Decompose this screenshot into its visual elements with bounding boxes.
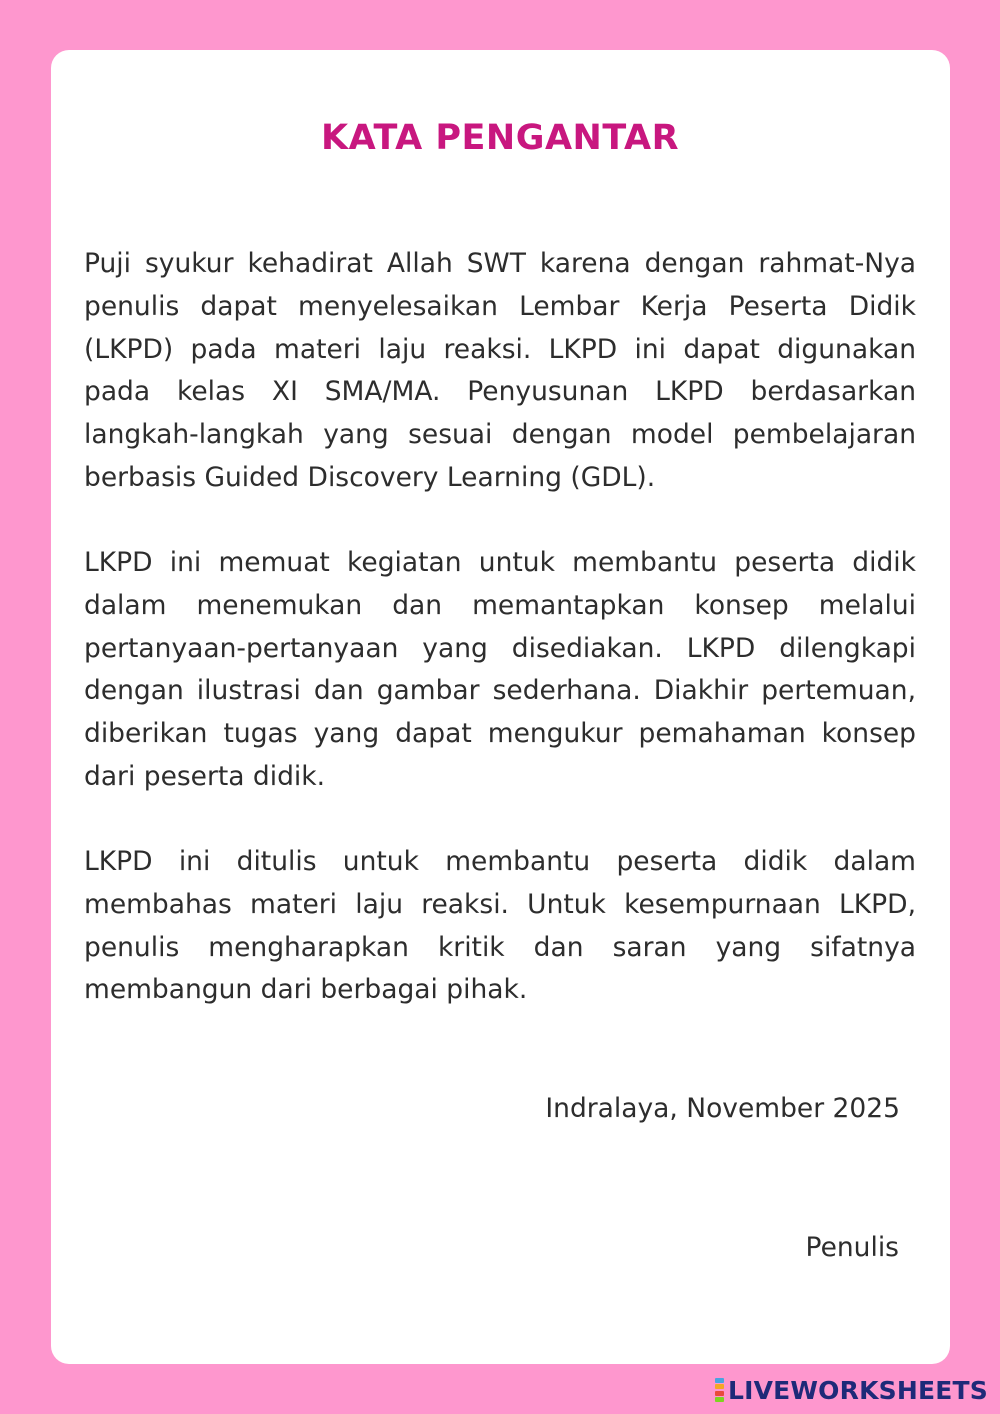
brand-watermark <box>715 1374 988 1406</box>
logo-bar <box>715 1391 724 1396</box>
intro-paragraph-3: LKPD ini ditulis untuk membantu peserta didik dalam membahas materi laju reaksi. Untuk kesempurnaan LKPD, penulis mengharapkan kritik dan saran yang sifatnya membangun dari berbagai pihak. <box>84 846 916 1006</box>
intro-paragraph-1: Puji syukur kehadirat Allah SWT karena dengan rahmat-Nya penulis dapat menyelesaikan Lembar Kerja Peserta Didik (LKPD) pada materi laju reaksi. LKPD ini dapat digunakan pada kelas XI SMA/MA. Penyusunan LKPD berdasarkan langkah-langkah yang sesuai dengan model pembelajaran berbasis Guided Discovery Learning (GDL). <box>84 248 916 493</box>
brand-name: LIVEWORKSHEETS <box>727 1375 988 1405</box>
intro-paragraph-2: LKPD ini memuat kegiatan untuk membantu peserta didik dalam menemukan dan memantapkan konsep melalui pertanyaan-pertanyaan yang disediakan. LKPD dilengkapi dengan ilustrasi dan gambar sederhana. Diakhir pertemuan, diberikan tugas yang dapat mengukur pemahaman konsep dari peserta didik. <box>84 547 916 792</box>
page-title: KATA PENGANTAR <box>320 118 680 158</box>
logo-bar <box>715 1397 724 1402</box>
place-date: Indralaya, November 2025 <box>545 1093 900 1124</box>
author-signature: Penulis <box>805 1232 899 1263</box>
liveworksheets-logo-icon <box>715 1378 724 1402</box>
logo-bar <box>715 1384 724 1389</box>
logo-bar <box>715 1378 724 1383</box>
